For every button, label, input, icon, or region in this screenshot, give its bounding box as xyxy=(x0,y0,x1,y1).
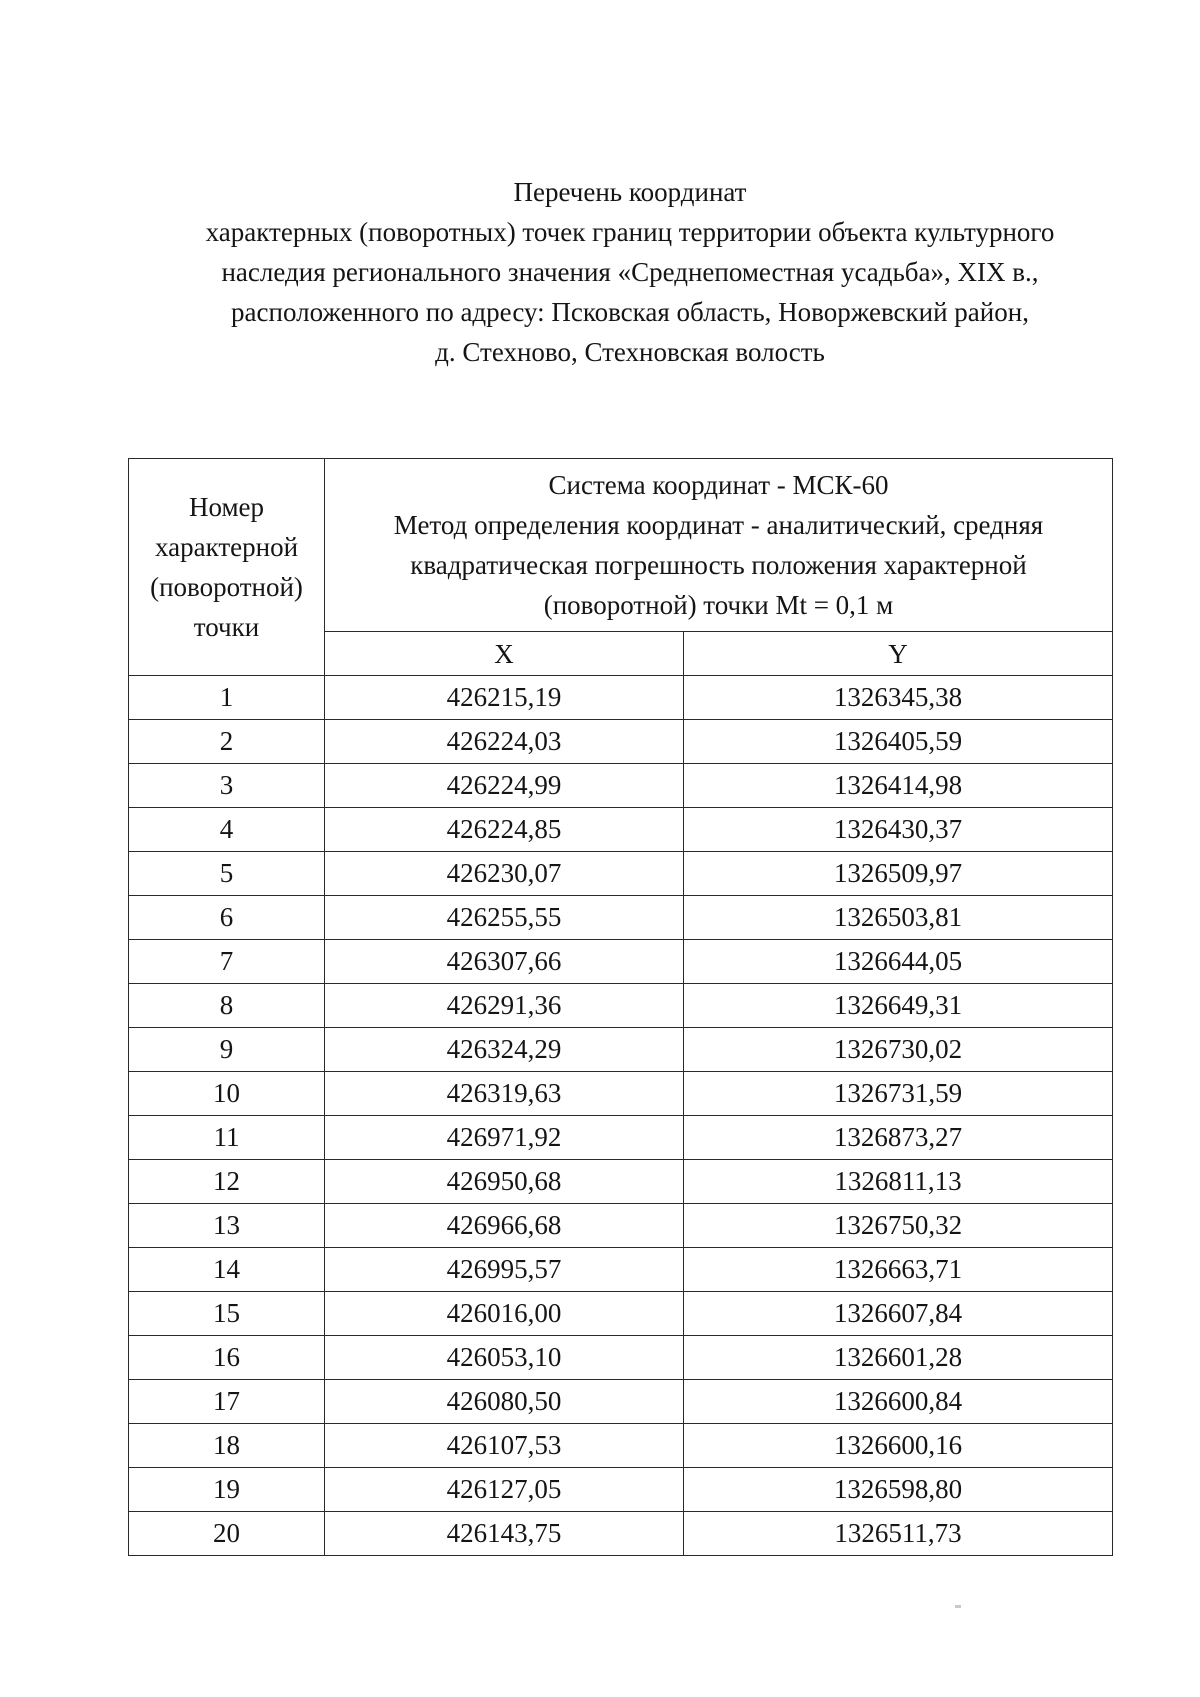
y-cell: 1326663,71 xyxy=(684,1248,1113,1292)
x-cell: 426080,50 xyxy=(325,1380,684,1424)
point-number-header-line-2: характерной xyxy=(154,532,299,562)
point-number-header xyxy=(129,459,325,676)
point-number-cell: 3 xyxy=(129,764,325,808)
x-column-header: X xyxy=(325,632,684,676)
x-cell: 426224,03 xyxy=(325,720,684,764)
point-number-header-line-3: (поворотной) xyxy=(150,572,303,602)
x-cell: 426291,36 xyxy=(325,984,684,1028)
x-cell: 426127,05 xyxy=(325,1468,684,1512)
table-row xyxy=(129,1160,1113,1204)
x-cell: 426950,68 xyxy=(325,1160,684,1204)
table-row xyxy=(129,1424,1113,1468)
scan-speck xyxy=(955,1605,961,1608)
x-cell: 426143,75 xyxy=(325,1512,684,1556)
table-row xyxy=(129,676,1113,720)
x-cell: 426224,99 xyxy=(325,764,684,808)
y-cell: 1326430,37 xyxy=(684,808,1113,852)
coordinates-table-body xyxy=(129,676,1113,1556)
x-cell: 426995,57 xyxy=(325,1248,684,1292)
table-row xyxy=(129,940,1113,984)
x-cell: 426324,29 xyxy=(325,1028,684,1072)
x-cell: 426255,55 xyxy=(325,896,684,940)
point-number-cell: 14 xyxy=(129,1248,325,1292)
y-cell: 1326649,31 xyxy=(684,984,1113,1028)
table-row xyxy=(129,984,1113,1028)
y-cell: 1326509,97 xyxy=(684,852,1113,896)
y-cell: 1326600,16 xyxy=(684,1424,1113,1468)
x-cell: 426319,63 xyxy=(325,1072,684,1116)
y-cell: 1326811,13 xyxy=(684,1160,1113,1204)
table-row xyxy=(129,1204,1113,1248)
table-row xyxy=(129,1248,1113,1292)
table-row xyxy=(129,896,1113,940)
x-cell: 426966,68 xyxy=(325,1204,684,1248)
point-number-cell: 10 xyxy=(129,1072,325,1116)
y-cell: 1326730,02 xyxy=(684,1028,1113,1072)
table-row xyxy=(129,808,1113,852)
y-cell: 1326511,73 xyxy=(684,1512,1113,1556)
point-number-header-line-1: Номер xyxy=(188,492,265,522)
heading-line-2: характерных (поворотных) точек границ территории объекта культурного xyxy=(205,217,1055,247)
y-cell: 1326414,98 xyxy=(684,764,1113,808)
point-number-cell: 4 xyxy=(129,808,325,852)
y-cell: 1326601,28 xyxy=(684,1336,1113,1380)
table-row xyxy=(129,1072,1113,1116)
point-number-cell: 7 xyxy=(129,940,325,984)
y-cell: 1326345,38 xyxy=(684,676,1113,720)
x-cell: 426215,19 xyxy=(325,676,684,720)
point-number-cell: 20 xyxy=(129,1512,325,1556)
x-cell: 426107,53 xyxy=(325,1424,684,1468)
point-number-header-line-4: точки xyxy=(193,612,260,642)
coordinate-system-header xyxy=(325,459,1113,632)
x-cell: 426224,85 xyxy=(325,808,684,852)
y-cell: 1326405,59 xyxy=(684,720,1113,764)
point-number-cell: 19 xyxy=(129,1468,325,1512)
coordinates-table xyxy=(128,458,1113,1556)
point-number-cell: 13 xyxy=(129,1204,325,1248)
point-number-cell: 18 xyxy=(129,1424,325,1468)
point-number-cell: 12 xyxy=(129,1160,325,1204)
point-number-cell: 15 xyxy=(129,1292,325,1336)
x-cell: 426016,00 xyxy=(325,1292,684,1336)
coordinate-system-line-1: Система координат - МСК-60 xyxy=(548,470,889,500)
table-row xyxy=(129,1292,1113,1336)
table-row xyxy=(129,852,1113,896)
table-row xyxy=(129,1116,1113,1160)
x-cell: 426971,92 xyxy=(325,1116,684,1160)
table-row xyxy=(129,1512,1113,1556)
document-heading xyxy=(130,172,1130,372)
point-number-cell: 8 xyxy=(129,984,325,1028)
point-number-cell: 17 xyxy=(129,1380,325,1424)
table-row xyxy=(129,1028,1113,1072)
point-number-cell: 9 xyxy=(129,1028,325,1072)
table-row xyxy=(129,1380,1113,1424)
coordinate-system-line-4: (поворотной) точки Mt = 0,1 м xyxy=(543,590,894,620)
y-cell: 1326598,80 xyxy=(684,1468,1113,1512)
y-cell: 1326644,05 xyxy=(684,940,1113,984)
y-cell: 1326600,84 xyxy=(684,1380,1113,1424)
point-number-cell: 5 xyxy=(129,852,325,896)
point-number-cell: 16 xyxy=(129,1336,325,1380)
heading-line-3: наследия регионального значения «Среднепоместная усадьба», XIX в., xyxy=(221,257,1039,287)
point-number-cell: 11 xyxy=(129,1116,325,1160)
coordinate-system-line-3: квадратическая погрешность положения характерной xyxy=(410,550,1027,580)
x-cell: 426307,66 xyxy=(325,940,684,984)
coordinate-system-line-2: Метод определения координат - аналитический, средняя xyxy=(393,510,1044,540)
point-number-cell: 2 xyxy=(129,720,325,764)
heading-line-5: д. Стехново, Стехновская волость xyxy=(435,337,825,367)
y-cell: 1326750,32 xyxy=(684,1204,1113,1248)
heading-line-4: расположенного по адресу: Псковская область, Новоржевский район, xyxy=(231,297,1029,327)
table-row xyxy=(129,720,1113,764)
y-cell: 1326731,59 xyxy=(684,1072,1113,1116)
table-row xyxy=(129,1336,1113,1380)
heading-line-1: Перечень координат xyxy=(513,177,747,207)
x-cell: 426230,07 xyxy=(325,852,684,896)
y-cell: 1326503,81 xyxy=(684,896,1113,940)
x-cell: 426053,10 xyxy=(325,1336,684,1380)
table-row xyxy=(129,1468,1113,1512)
point-number-cell: 1 xyxy=(129,676,325,720)
y-cell: 1326873,27 xyxy=(684,1116,1113,1160)
y-column-header: Y xyxy=(684,632,1113,676)
y-cell: 1326607,84 xyxy=(684,1292,1113,1336)
point-number-cell: 6 xyxy=(129,896,325,940)
table-row xyxy=(129,764,1113,808)
